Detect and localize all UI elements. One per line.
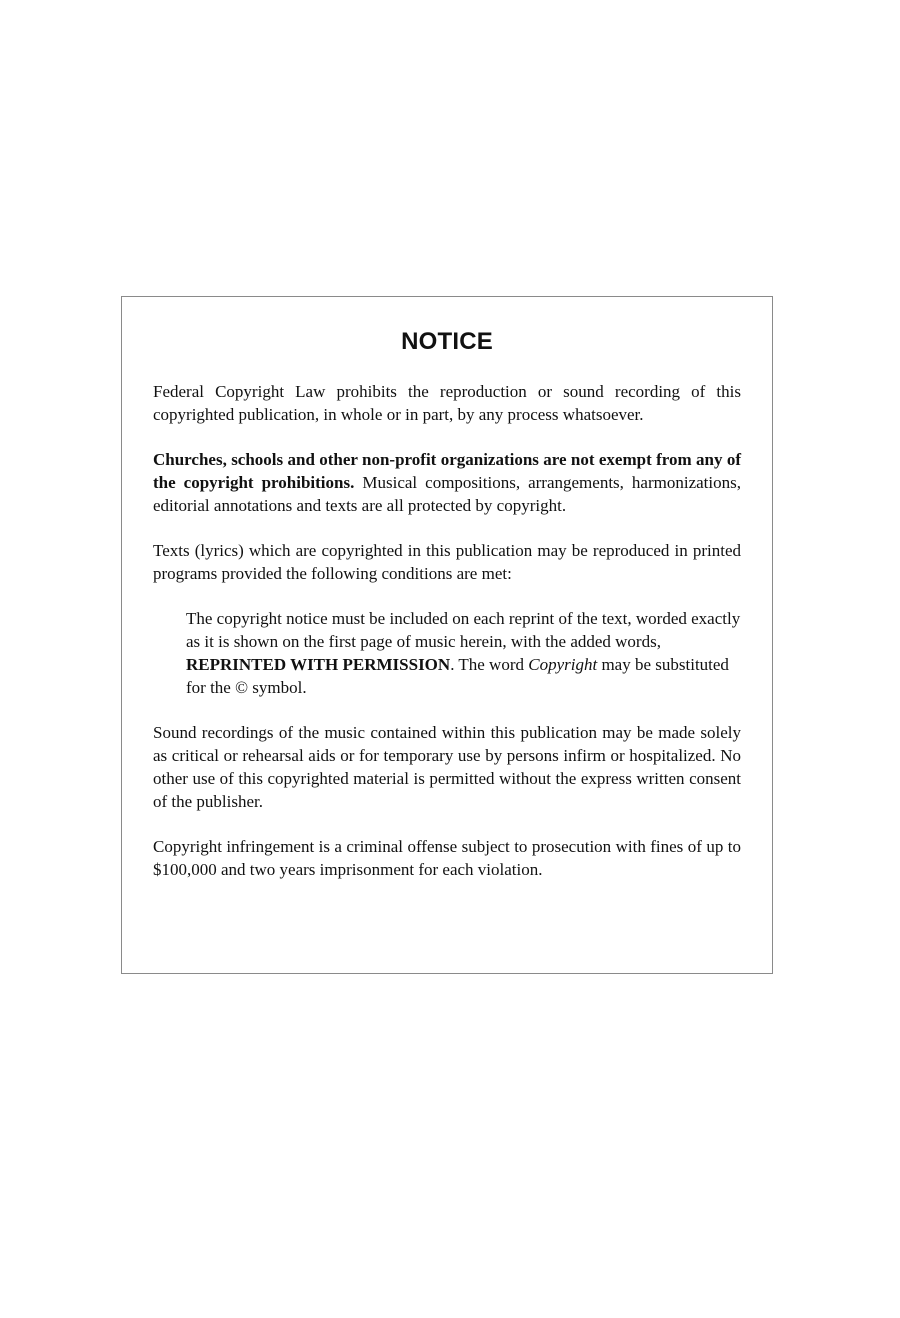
- paragraph-non-profit: [153, 448, 741, 517]
- paragraph-lyrics: [153, 539, 741, 585]
- bold-statement: Churches, schools and other non-profit organizations are not exempt from any of the copyright prohibitions.: [153, 450, 741, 492]
- paragraph-text: The copyright notice must be included on each reprint of the text, worded exactly as it is shown on the first page of music herein, with the added words,: [186, 609, 741, 651]
- copyright-word: Copyright: [528, 655, 598, 674]
- notice-box: [121, 296, 773, 974]
- paragraph-text: may be substituted for the © symbol.: [186, 655, 729, 697]
- reprinted-with-permission: REPRINTED WITH PERMISSION: [186, 655, 451, 674]
- paragraph-text: Texts (lyrics) which are copyrighted in this publication may be reproduced in printed programs provided the following conditions are met:: [153, 541, 741, 583]
- paragraph-conditions: [186, 607, 741, 699]
- paragraph-text: Copyright infringement is a criminal offense subject to prosecution with fines of up to $100,000 and two years imprisonment for each violation.: [153, 837, 741, 879]
- paragraph-text: Federal Copyright Law prohibits the reproduction or sound recording of this copyrighted publication, in whole or in part, by any process whatsoever.: [153, 382, 741, 424]
- paragraph-text: . The word: [450, 655, 529, 674]
- paragraph-text: Musical compositions, arrangements, harmonizations, editorial annotations and texts are all protected by copyright.: [153, 473, 741, 515]
- paragraph-text: Sound recordings of the music contained within this publication may be made solely as critical or rehearsal aids or for temporary use by persons infirm or hospitalized. No other use of this copyrighted material is permitted without the express written consent of the publisher.: [153, 723, 741, 811]
- notice-title: NOTICE: [401, 328, 493, 355]
- paragraph-copyright-law: [153, 380, 741, 426]
- paragraph-infringement: [153, 835, 741, 881]
- paragraph-sound-recordings: [153, 721, 741, 813]
